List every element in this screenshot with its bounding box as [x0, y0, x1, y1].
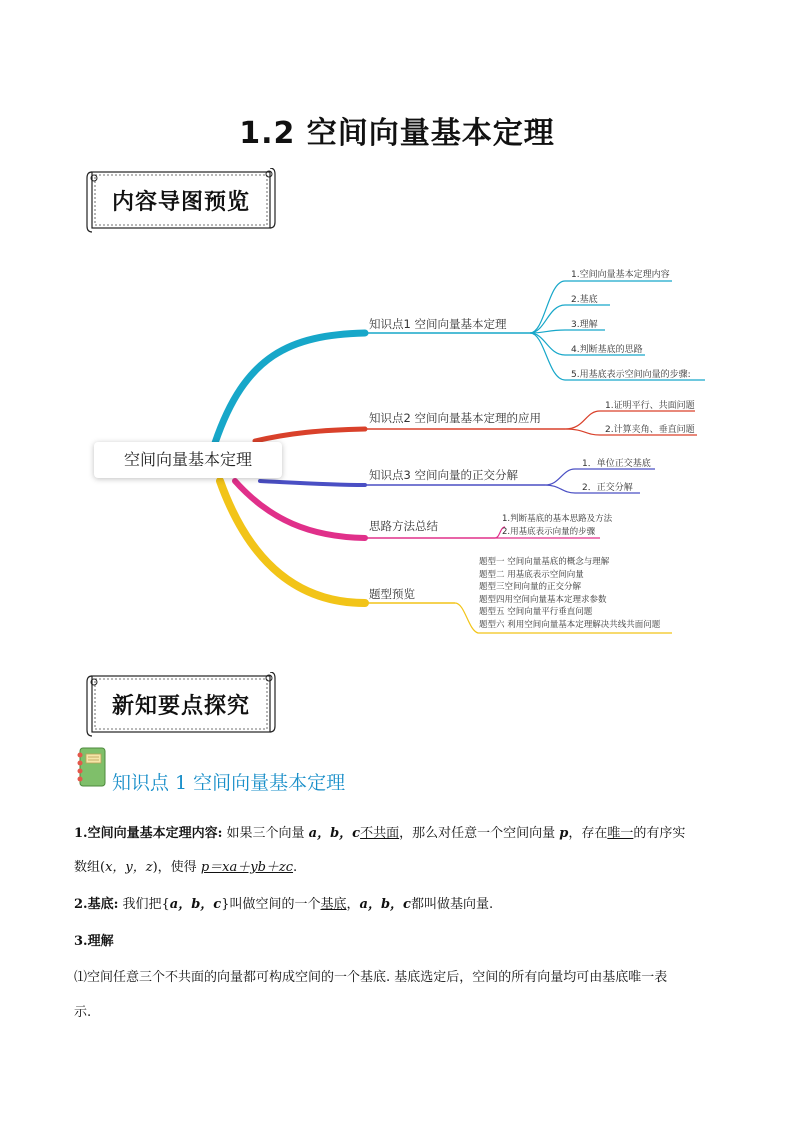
mindmap-branch-5: 题型预览	[369, 587, 415, 601]
mindmap-item-list	[479, 556, 660, 631]
branch-connector-2	[255, 429, 365, 441]
vector-list: a，b，c	[169, 897, 222, 912]
mindmap-item: 5.用基底表示空间向量的步骤:	[571, 370, 691, 380]
para-text: )，使得	[152, 860, 201, 875]
paragraph-theorem-line1	[74, 826, 724, 842]
paragraph-theorem-line2	[74, 860, 724, 876]
para-label: 2.基底:	[74, 897, 119, 912]
mindmap-item: 题型五 空间向量平行垂直问题	[479, 607, 593, 617]
paragraph-basis	[74, 897, 724, 913]
mindmap-item: 题型四用空间向量基本定理求参数	[479, 594, 607, 605]
formula: p＝xa＋yb＋zc	[200, 860, 294, 875]
para-text: 如果三个向量	[222, 826, 309, 841]
para-text: 数组(	[74, 860, 106, 875]
para-text: 我们把{	[118, 897, 170, 912]
mindmap-item: 4.判断基底的思路	[571, 345, 643, 355]
mindmap-item: 1．单位正交基底	[582, 459, 651, 469]
vector-list: a，b，c	[359, 897, 411, 912]
page-title: 1.2 空间向量基本定理	[239, 116, 555, 151]
vector-list: a，b，c	[308, 826, 361, 841]
branch-connector-3	[260, 481, 365, 485]
mindmap-item: 1.空间向量基本定理内容	[571, 270, 670, 280]
branch-connector-4	[235, 481, 365, 538]
para-text: 的有序实	[633, 826, 686, 841]
para-text: .	[293, 860, 298, 875]
para-text: 不共面	[360, 826, 400, 841]
mindmap-item: 2.计算夹角、垂直问题	[605, 425, 695, 435]
mindmap-branch-1: 知识点1 空间向量基本定理	[369, 317, 507, 331]
para-text: }叫做空间的一个	[221, 897, 321, 912]
vector-p: p	[559, 826, 569, 841]
mindmap-root: 空间向量基本定理	[94, 442, 282, 478]
mindmap-branch-4: 思路方法总结	[369, 519, 438, 533]
banner-label: 新知要点探究	[111, 693, 250, 719]
mindmap-item: 2.用基底表示向量的步骤	[502, 526, 596, 537]
branch-connector-5	[220, 481, 365, 603]
mindmap-item: 1.判断基底的基本思路及方法	[502, 514, 613, 524]
para-text: ，存在	[568, 826, 608, 841]
banner-label: 内容导图预览	[111, 189, 250, 215]
mindmap-item: 题型一 空间向量基底的概念与理解	[479, 557, 610, 567]
section-banner-overview	[86, 168, 276, 234]
section-banner-explore	[86, 672, 276, 738]
paragraph-understanding-1: ⑴空间任意三个不共面的向量都可构成空间的一个基底. 基底选定后，空间的所有向量均可由基底唯一表	[74, 970, 668, 985]
mindmap-branch-3: 知识点3 空间向量的正交分解	[369, 468, 518, 482]
para-text: 唯一	[607, 826, 634, 841]
mindmap-item: 题型二 用基底表示空间向量	[479, 569, 584, 580]
branch-connector-1	[215, 333, 365, 443]
mindmap-item: 2.基底	[571, 295, 598, 305]
mindmap-item: 3.理解	[571, 320, 598, 330]
para-text: ，那么对任意一个空间向量	[399, 826, 560, 841]
para-text: 基底	[320, 897, 347, 912]
mindmap-item: 1.证明平行、共面问题	[605, 401, 695, 411]
para-label: 1.空间向量基本定理内容:	[74, 826, 223, 841]
paragraph-understanding-1-cont: 示.	[74, 1005, 92, 1020]
para-text: x，y，z	[105, 860, 153, 875]
notebook-icon	[75, 746, 107, 788]
mindmap-item: 题型六 利用空间向量基本定理解决共线共面问题	[479, 619, 661, 630]
para-text: ，	[346, 897, 360, 912]
mindmap-item: 2．正交分解	[582, 483, 633, 493]
mindmap-item: 题型三空间向量的正交分解	[479, 582, 582, 592]
paragraph-understanding-label: 3.理解	[74, 934, 114, 949]
para-text: 都叫做基向量.	[410, 897, 494, 912]
mindmap-branch-2: 知识点2 空间向量基本定理的应用	[369, 411, 541, 425]
mindmap-item-list	[502, 513, 612, 538]
section-heading: 知识点 1 空间向量基本定理	[112, 772, 346, 794]
